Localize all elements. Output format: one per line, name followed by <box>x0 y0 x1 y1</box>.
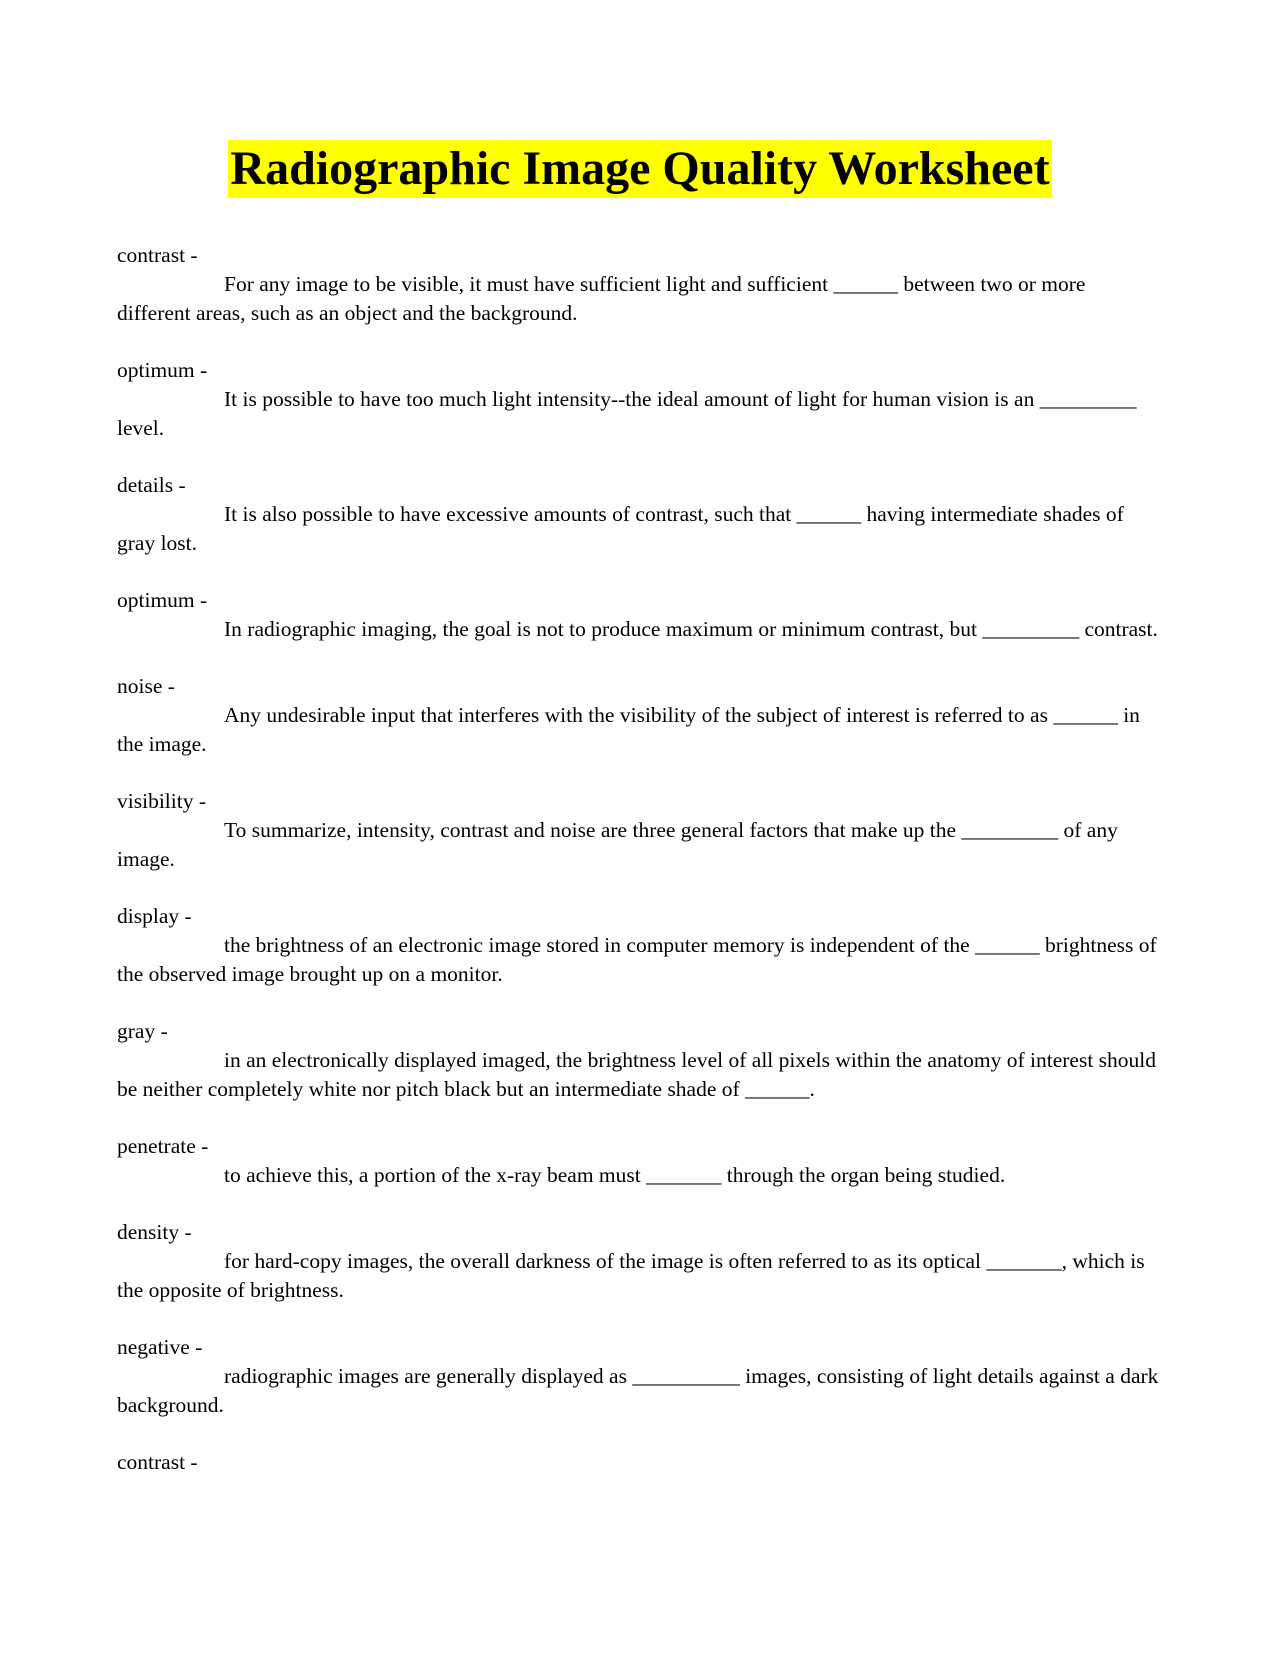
entry-term: optimum - <box>117 588 208 612</box>
entry-definition: for hard-copy images, the overall darkness of the image is often referred to as its optical _______, which is the opposite of brightness. <box>117 1249 1145 1302</box>
list-item <box>117 672 1163 759</box>
list-item <box>117 1218 1163 1305</box>
entry-term: contrast - <box>117 243 198 267</box>
entry-term: negative - <box>117 1335 203 1359</box>
entry-definition: Any undesirable input that interferes with the visibility of the subject of interest is referred to as ______ in the image. <box>117 703 1140 756</box>
list-item <box>117 356 1163 443</box>
entry-list <box>117 241 1163 1505</box>
entry-definition: to achieve this, a portion of the x-ray beam must _______ through the organ being studied. <box>224 1163 1006 1187</box>
entry-term: density - <box>117 1220 192 1244</box>
entry-definition: in an electronically displayed imaged, the brightness level of all pixels within the anatomy of interest should be neither completely white nor pitch black but an intermediate shade of ______. <box>117 1048 1157 1101</box>
entry-term: noise - <box>117 674 175 698</box>
entry-definition: the brightness of an electronic image stored in computer memory is independent of the ______ brightness of the observed image brought up on a monitor. <box>117 933 1157 986</box>
entry-definition: To summarize, intensity, contrast and noise are three general factors that make up the _________ of any image. <box>117 818 1118 871</box>
entry-term: display - <box>117 904 192 928</box>
entry-definition: It is possible to have too much light intensity--the ideal amount of light for human vision is an _________ level. <box>117 387 1137 440</box>
entry-definition: radiographic images are generally displayed as __________ images, consisting of light details against a dark background. <box>117 1364 1159 1417</box>
list-item <box>117 471 1163 558</box>
entry-term: visibility - <box>117 789 206 813</box>
entry-term: details - <box>117 473 186 497</box>
list-item <box>117 902 1163 989</box>
list-item <box>117 1448 1163 1477</box>
list-item <box>117 787 1163 874</box>
list-item <box>117 1333 1163 1420</box>
entry-definition: For any image to be visible, it must have sufficient light and sufficient ______ between two or more different areas, such as an object and the background. <box>117 272 1086 325</box>
list-item <box>117 1017 1163 1104</box>
list-item <box>117 1132 1163 1190</box>
entry-term: optimum - <box>117 358 208 382</box>
entry-definition: It is also possible to have excessive amounts of contrast, such that ______ having intermediate shades of gray lost. <box>117 502 1124 555</box>
list-item <box>117 241 1163 328</box>
entry-definition: In radiographic imaging, the goal is not to produce maximum or minimum contrast, but _________ contrast. <box>224 617 1158 641</box>
title-container <box>0 140 1280 198</box>
list-item <box>117 586 1163 644</box>
page-title: Radiographic Image Quality Worksheet <box>228 140 1051 198</box>
entry-term: gray - <box>117 1019 168 1043</box>
entry-term: contrast - <box>117 1450 198 1474</box>
entry-term: penetrate - <box>117 1134 209 1158</box>
